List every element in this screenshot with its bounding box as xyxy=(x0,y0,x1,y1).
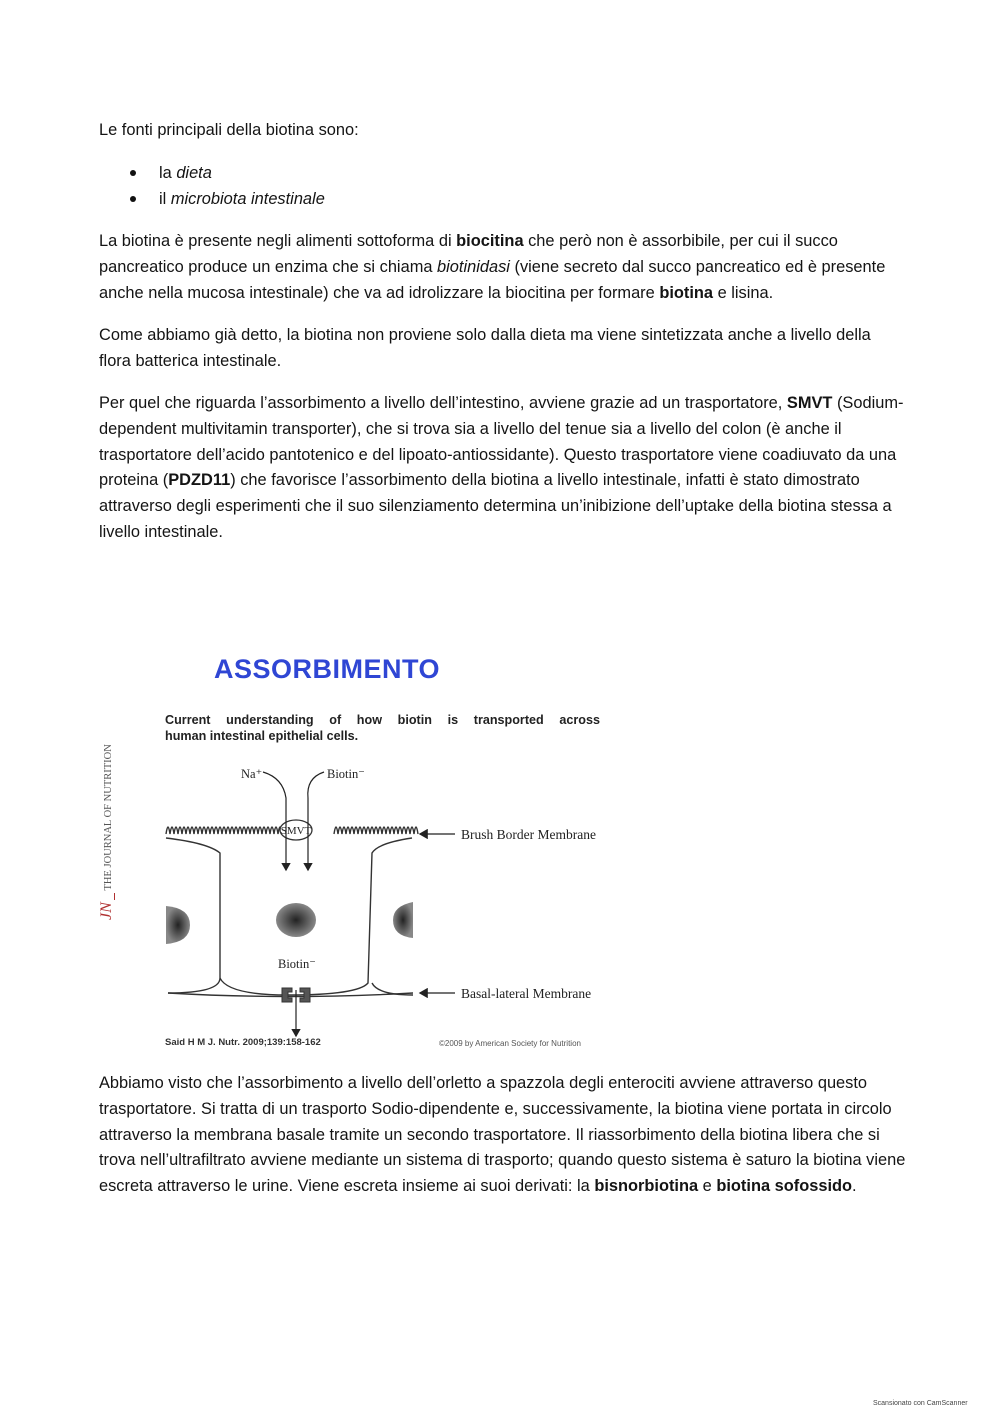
scanner-watermark: Scansionato con CamScanner xyxy=(873,1400,968,1407)
cell-diagram xyxy=(128,648,628,1058)
smvt-transporter xyxy=(280,820,312,840)
label-basal-lateral: Basal-lateral Membrane xyxy=(461,986,592,1001)
figure-copyright: ©2009 by American Society for Nutrition xyxy=(439,1039,581,1048)
journal-logo: JN THE JOURNAL OF NUTRITION xyxy=(98,744,115,920)
figure-title: ASSORBIMENTO xyxy=(214,654,441,684)
paragraph-absorption: Abbiamo visto che l’assorbimento a livello dell’orletto a spazzola degli enterociti avviene attraverso questo trasportatore. Si tratta di un trasporto Sodio-dipendente e, successivamente, la biotina viene portata in circolo attraverso la membrana basale tramite un secondo trasportatore. Il riassorbimento della biotina libera che si trova nell’ultrafiltrato avviene mediante un sistema di trasporto; quando questo sistema è saturo la biotina viene escreta attraverso le urine. Viene escreta insieme ai suoi derivati: la bisnorbiotina e biotina sofossido. xyxy=(99,1074,906,1196)
bullet-icon xyxy=(130,196,136,202)
label-na: Na⁺ xyxy=(241,767,263,781)
figure-caption-line2: human intestinal epithelial cells. xyxy=(165,729,359,743)
sources-list xyxy=(99,160,799,212)
biotin-transport-figure xyxy=(98,648,628,1058)
nucleus-center xyxy=(276,903,316,937)
svg-text:SMVT: SMVT xyxy=(280,825,312,837)
intro-text: Le fonti principali della biotina sono: xyxy=(99,121,359,139)
list-item: il microbiota intestinale xyxy=(99,186,799,212)
label-brush-border: Brush Border Membrane xyxy=(461,827,596,842)
label-biotin-top: Biotin⁻ xyxy=(327,767,365,781)
bullet-icon xyxy=(130,170,136,176)
figure-caption: Current understanding of how biotin is transported across xyxy=(165,713,600,727)
list-item: la dieta xyxy=(99,160,799,186)
paragraph-flora: Come abbiamo già detto, la biotina non proviene solo dalla dieta ma viene sintetizzata anche a livello della flora batterica intestinale. xyxy=(99,326,871,370)
label-biotin-mid: Biotin⁻ xyxy=(278,957,316,971)
paragraph-biocitina: La biotina è presente negli alimenti sottoforma di biocitina che però non è assorbibile, per cui il succo pancreatico produce un enzima che si chiama biotinidasi (viene secreto dal succo pancreatico ed è presente anche nella mucosa intestinale) che va ad idrolizzare la biocitina per formare biotina e lisina. xyxy=(99,232,886,302)
figure-citation: Said H M J. Nutr. 2009;139:158-162 xyxy=(165,1037,321,1048)
nucleus-left xyxy=(166,906,190,944)
nucleus-right xyxy=(393,902,413,938)
paragraph-smvt: Per quel che riguarda l’assorbimento a livello dell’intestino, avviene grazie ad un trasportatore, SMVT (Sodium-dependent multivitamin transporter), che si trova sia a livello del tenue sia a livello del colon (è anche il trasportatore dell’acido pantotenico e del lipoato-antiossidante). Questo trasportatore viene coadiuvato da una proteina (PDZD11) che favorisce l’assorbimento della biotina a livello intestinale, infatti è stato dimostrato attraverso degli esperimenti che il suo silenziamento determina un’inibizione dell’uptake della biotina stessa a livello intestinale. xyxy=(99,394,904,541)
